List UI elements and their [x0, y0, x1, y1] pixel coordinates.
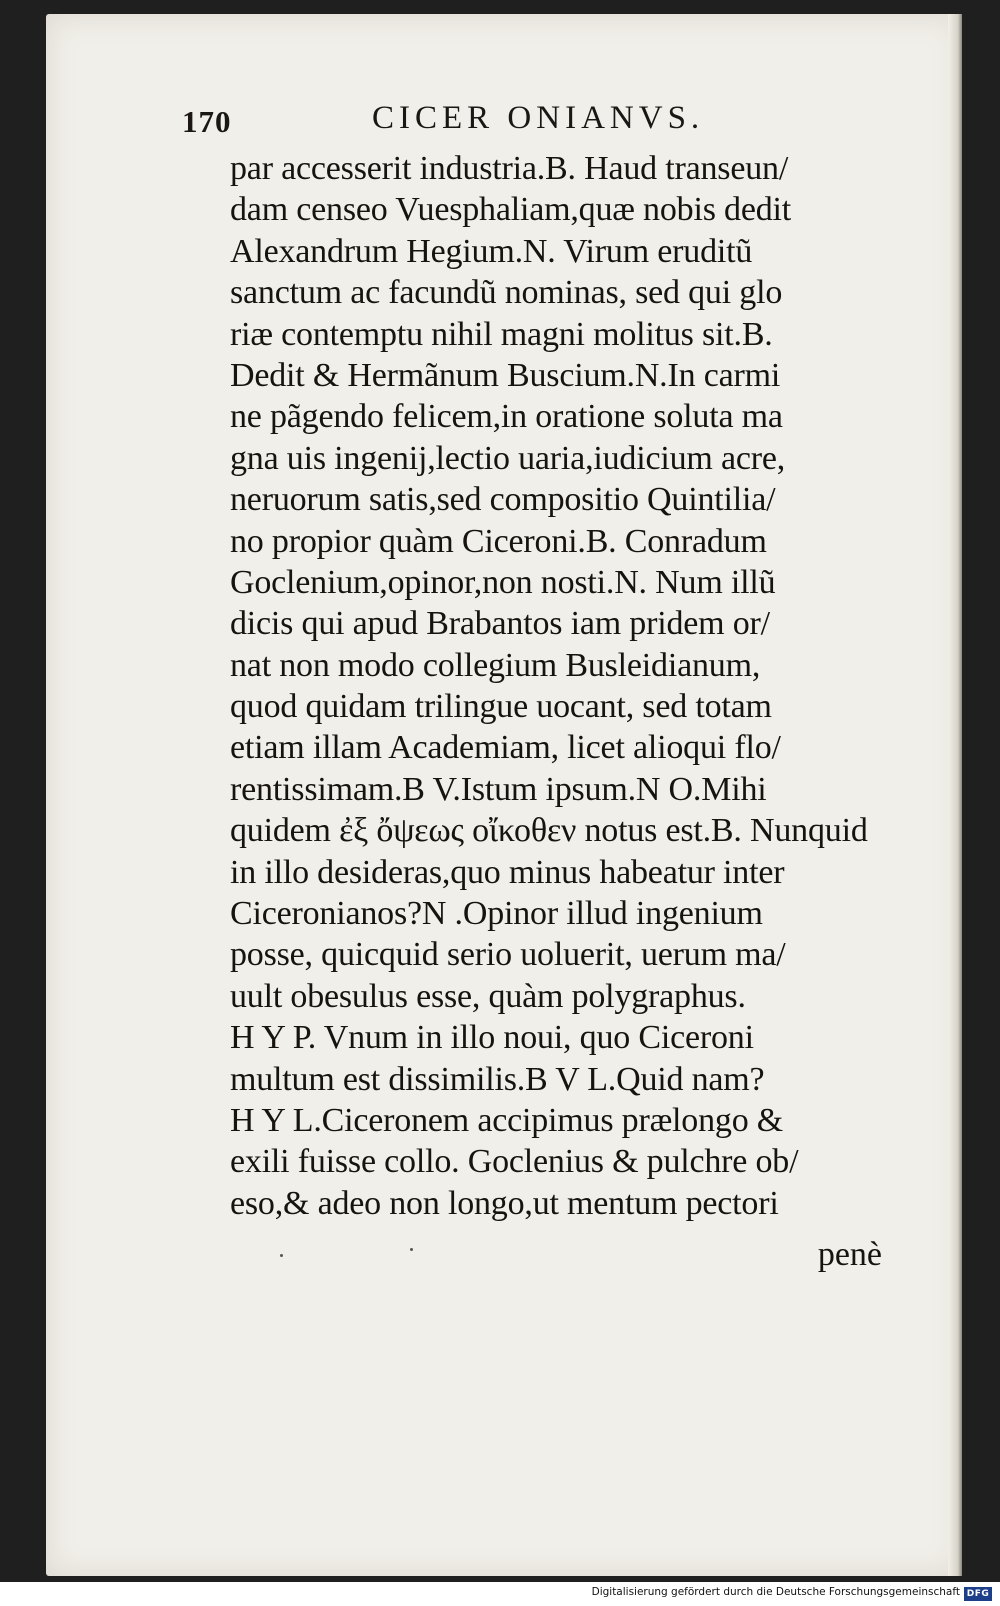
- running-head: CICER ONIANVS.: [372, 100, 705, 136]
- ink-speck: [280, 1254, 283, 1257]
- digitization-footer: [0, 1582, 1000, 1606]
- ink-speck: [410, 1248, 413, 1251]
- dfg-logo: DFG: [964, 1587, 992, 1601]
- text-line: neruorum satis,sed compositio Quintilia/: [230, 481, 776, 519]
- text-line: exili fuisse collo. Goclenius & pulchre ob/: [230, 1143, 799, 1181]
- text-line: etiam illam Academiam, licet alioqui flo/: [230, 729, 781, 767]
- text-line: Ciceronianos?N .Opinor illud ingenium: [230, 895, 763, 933]
- text-line: posse, quicquid serio uoluerit, uerum ma/: [230, 936, 786, 974]
- text-line: nat non modo collegium Busleidianum,: [230, 646, 761, 684]
- text-line: uult obesulus esse, quàm polygraphus.: [230, 977, 746, 1015]
- text-line: sanctum ac facundũ nominas, sed qui glo: [230, 274, 783, 312]
- text-line: in illo desideras,quo minus habeatur inter: [230, 853, 785, 891]
- funding-credit: Digitalisierung gefördert durch die Deutsche Forschungsgemeinschaft: [591, 1586, 960, 1598]
- text-line: par accesserit industria.B. Haud transeun/: [230, 150, 789, 187]
- catchword-row: [230, 1236, 882, 1280]
- text-line: Goclenium,opinor,non nosti.N. Num illũ: [230, 563, 776, 601]
- text-line: rentissimam.B V.Istum ipsum.N O.Mihi: [230, 770, 767, 808]
- text-line: Dedit & Hermãnum Buscium.N.In carmi: [230, 356, 781, 394]
- text-line: riæ contemptu nihil magni molitus sit.B.: [230, 315, 773, 353]
- body-text: [230, 148, 930, 1224]
- text-line: quod quidam trilingue uocant, sed totam: [230, 688, 772, 726]
- text-line: ne pãgendo felicem,in oratione soluta ma: [230, 398, 783, 436]
- text-line: quidem ἐξ ὄψεως οἴκοθεν notus est.B. Nunquid: [230, 812, 868, 850]
- text-line: dam censeo Vuesphaliam,quæ nobis dedit: [230, 191, 792, 229]
- text-line: H Y P. Vnum in illo noui, quo Ciceroni: [230, 1019, 754, 1057]
- text-line: dicis qui apud Brabantos iam pridem or/: [230, 605, 770, 643]
- text-line: gna uis ingenij,lectio uaria,iudicium acre,: [230, 439, 786, 477]
- text-line: multum est dissimilis.B V L.Quid nam?: [230, 1060, 765, 1098]
- text-line: eso,& adeo non longo,ut mentum pectori: [230, 1184, 779, 1222]
- text-line: Alexandrum Hegium.N. Virum eruditũ: [230, 232, 753, 270]
- page-header: [182, 100, 782, 144]
- text-line: no propior quàm Ciceroni.B. Conradum: [230, 522, 767, 560]
- page-edge-shadow: [948, 14, 962, 1576]
- text-line: H Y L.Ciceronem accipimus prælongo &: [230, 1101, 784, 1139]
- page-number: 170: [182, 104, 232, 139]
- catchword: penè: [817, 1236, 882, 1273]
